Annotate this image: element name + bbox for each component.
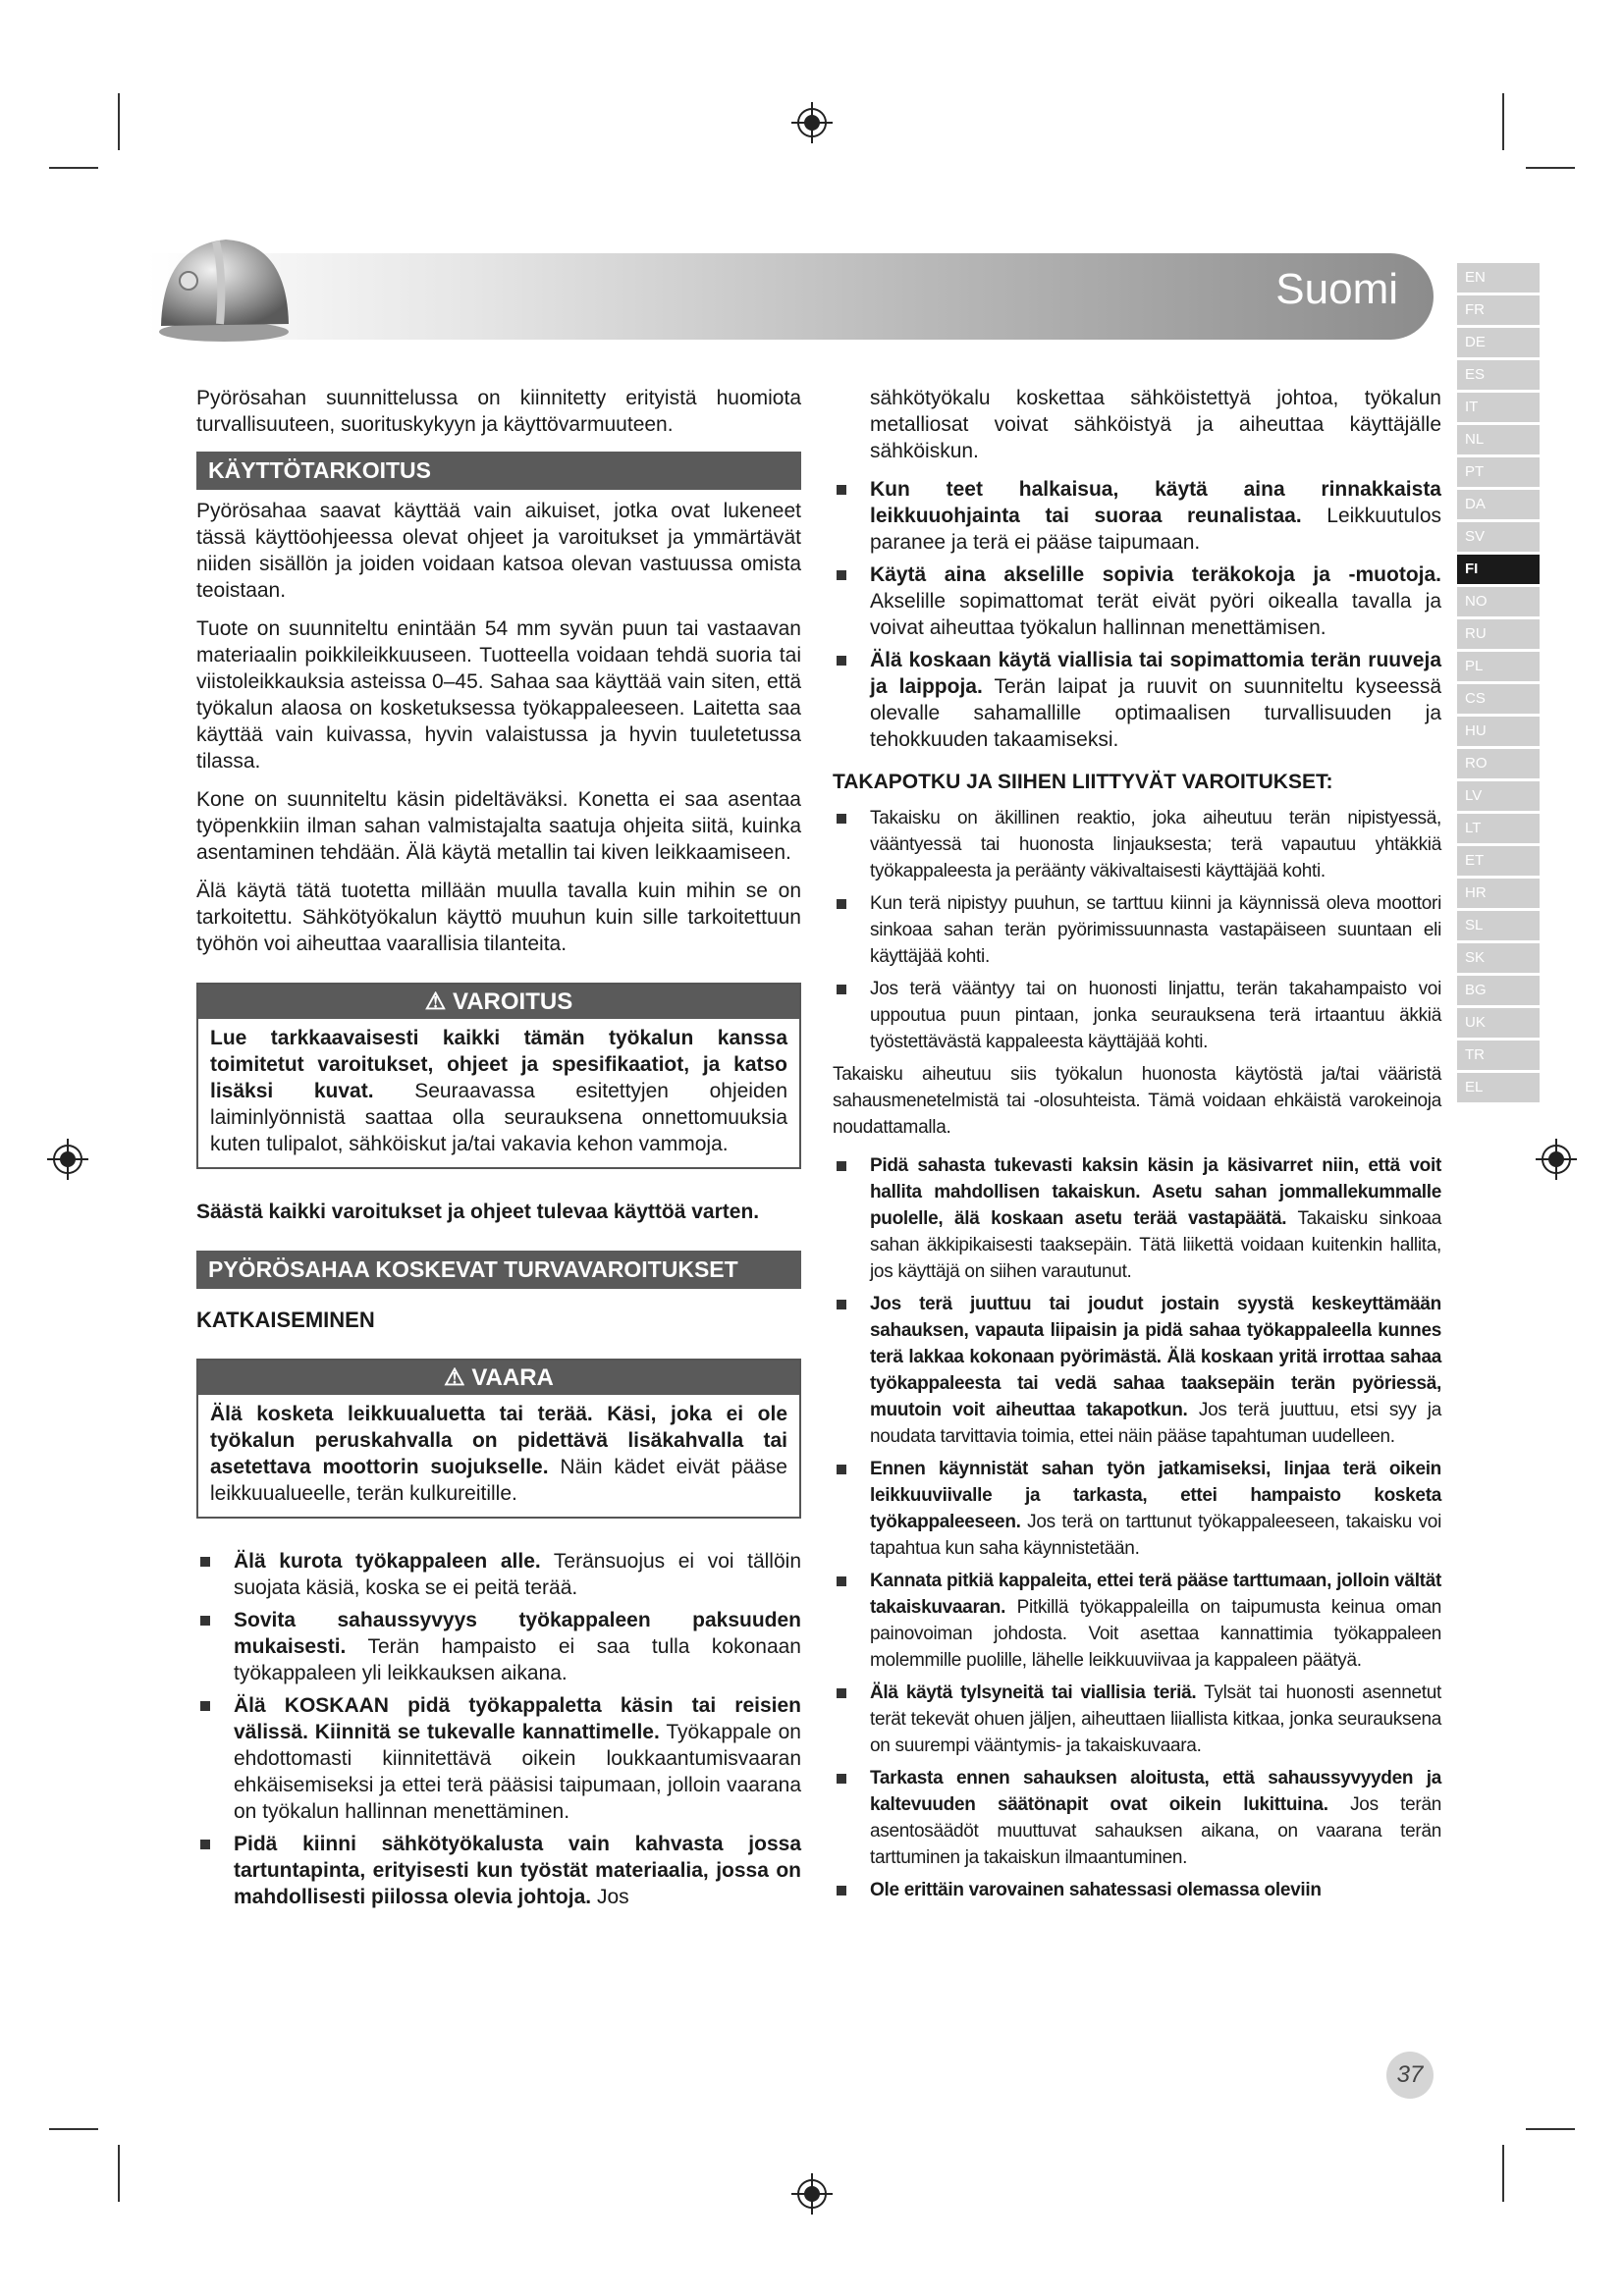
list-item: Takaisku on äkillinen reaktio, joka aiheutuu terän nipistyessä, vääntyessä tai huonosta linjauksesta; terä vapautuu yhtäkkiä työkappaleesta ja peräänty väkivaltaisesti käyttäjää kohti. [833,805,1441,884]
page-number: 37 [1386,2052,1434,2099]
language-tab-sl[interactable]: SL [1457,911,1540,940]
list-item-bold: Tarkasta ennen sahauksen aloitusta, että sahaussyvyyden ja kaltevuuden säätönapit ovat oikein lukittuina. [870,1768,1441,1815]
warning-triangle-icon: ⚠ [444,1364,465,1391]
crop-mark [1502,2145,1504,2202]
list-item [833,561,1441,641]
list-item-bold: Sovita sahaussyvyys työkappaleen paksuuden mukaisesti. [234,1609,801,1658]
list-item-bold: Älä kurota työkappaleen alle. [234,1550,541,1573]
danger-text: Näin kädet eivät pääse leikkuualueelle, terän kulkureitille. [210,1456,787,1505]
crop-mark [49,167,98,169]
list-item-bold: Pidä kiinni sähkötyökalusta vain kahvasta jossa tartuntapinta, erityisesti kun työstät materiaalia, jossa on mahdollisesti piilossa olevia johtoja. [234,1833,801,1908]
list-item-text: Teränsuojus ei voi tällöin suojata käsiä, koska se ei peitä terää. [234,1550,801,1599]
warning-bold-text: Lue tarkkaavaisesti kaikki tämän työkalun kanssa toimitetut varoitukset, ohjeet ja spesifikaatiot, ja katso lisäksi kuvat. [210,1027,787,1102]
list-item-bold: Jos terä juuttuu tai joudut jostain syystä keskeyttämään sahauksen, vapauta liipaisin ja pidä sahaa työkappaleella kunnes terä lakkaa kokonaan pyörimästä. Älä koskaan yritä irrottaa sahaa työkappaleesta tai vedä sahaa taaksepäin terän pyöriessä, muutoin voit aiheuttaa takapotkun. [870,1294,1441,1420]
save-instructions-note: Säästä kaikki varoitukset ja ohjeet tulevaa käyttöä varten. [196,1201,760,1223]
list-item-bold: Älä koskaan käytä viallisia tai sopimattomia terän ruuveja ja laippoja. [870,649,1441,698]
hard-hat-icon [147,216,295,344]
list-item-bold: Kannata pitkiä kappaleita, ettei terä pääse tarttumaan, jolloin vältät takaiskuvaaran. [870,1571,1441,1618]
header-bar [147,253,1434,340]
warning-box-header [198,985,799,1019]
list-item [196,1692,801,1825]
language-tab-en[interactable]: EN [1457,263,1540,293]
crop-mark [1502,93,1504,150]
list-item-text: Terän hampaisto ei saa tulla kokonaan työkappaleen yli leikkauksen aikana. [234,1635,801,1684]
language-tab-da[interactable]: DA [1457,490,1540,519]
language-tab-bg[interactable]: BG [1457,976,1540,1005]
cutting-bullet-list [196,1548,801,1910]
registration-mark-icon [791,2173,833,2215]
list-item-bold: Pidä sahasta tukevasti kaksin käsin ja käsivarret niin, että voit hallita mahdollisen takaiskun. Asetu sahan jommallekummalle puolelle, älä koskaan asetu terää vastapäätä. [870,1155,1441,1229]
registration-mark-icon [47,1139,88,1180]
language-tab-sk[interactable]: SK [1457,943,1540,973]
paragraph: Kone on suunniteltu käsin pideltäväksi. Konetta ei saa asentaa työpenkkiin ilman sahan valmistajalta saatuja ohjeita siitä, kuinka asentaminen tehdään. Älä käytä metallin tai kiven leikkaamiseen. [196,788,801,864]
list-item-bold: Älä käytä tylsyneitä tai viallisia teriä. [870,1682,1197,1703]
list-item-bold: Kun teet halkaisua, käytä aina rinnakkaista leikkuuohjainta tai suoraa reunalistaa. [870,478,1441,527]
list-item [196,1607,801,1686]
list-item-text: Pitkillä työkappaleilla on taipumusta keinua oman painovoiman johdosta. Voit asettaa kannattimia työkappaleen molemmille puolille, lähelle leikkuuviivaa ja kappaleen päätyä. [870,1597,1441,1671]
language-tab-de[interactable]: DE [1457,328,1540,357]
warning-text: Seuraavassa esitettyjen ohjeiden laiminlyönnistä saattaa olla seurauksena onnettomuuksia kuten tulipalot, sähköiskut ja/tai vakavia kehon vammoja. [210,1080,788,1155]
danger-box-body [198,1395,799,1517]
list-item [196,1831,801,1910]
list-item [833,1568,1441,1674]
language-tab-lt[interactable]: LT [1457,814,1540,843]
list-item-text: Työkappale on ehdottomasti kiinnitettävä oikein loukkaantumisvaaran ehkäisemiseksi ja ettei terä pääsisi taipumaan, jolloin vaarana on työkalun hallinnan menettäminen. [234,1721,801,1823]
list-item [833,1877,1441,1903]
language-tabs [1457,263,1540,1105]
registration-mark-icon [1536,1139,1577,1180]
language-tab-nl[interactable]: NL [1457,425,1540,454]
language-tab-no[interactable]: NO [1457,587,1540,616]
list-item-text: Jos [591,1886,629,1908]
language-tab-ro[interactable]: RO [1457,749,1540,778]
list-item-bold: Ole erittäin varovainen sahatessasi olemassa oleviin [870,1880,1322,1900]
list-item [833,1291,1441,1450]
language-tab-et[interactable]: ET [1457,846,1540,876]
section-heading-kayttotarkoitus: KÄYTTÖTARKOITUS [196,452,801,490]
list-item [833,1765,1441,1871]
list-item-text: Akselille sopimattomat terät eivät pyöri oikealla tavalla ja voivat aiheuttaa työkalun hallinnan menettämisen. [870,590,1441,639]
warning-triangle-icon: ⚠ [424,988,447,1015]
intro-paragraph: Pyörösahan suunnittelussa on kiinnitetty erityistä huomiota turvallisuuteen, suorituskykyyn ja käyttövarmuuteen. [196,387,801,436]
crop-mark [1526,2128,1575,2130]
language-tab-sv[interactable]: SV [1457,522,1540,552]
language-tab-it[interactable]: IT [1457,393,1540,422]
section-heading-safety: PYÖRÖSAHAA KOSKEVAT TURVAVAROITUKSET [196,1251,801,1289]
crop-mark [1526,167,1575,169]
language-tab-cs[interactable]: CS [1457,684,1540,714]
language-tab-ru[interactable]: RU [1457,619,1540,649]
danger-bold-text: Älä kosketa leikkuualuetta tai terää. Käsi, joka ei ole työkalun peruskahvalla on pidettävä lisäkahvalla tai asetettava moottorin suojukselle. [210,1403,787,1478]
page-title: Suomi [1275,265,1398,313]
warning-box [196,983,801,1169]
registration-mark-icon [791,102,833,143]
warning-title: VAROITUS [452,988,573,1015]
language-tab-hu[interactable]: HU [1457,717,1540,746]
language-tab-uk[interactable]: UK [1457,1008,1540,1038]
list-item [833,476,1441,556]
language-tab-hr[interactable]: HR [1457,879,1540,908]
list-item [196,1548,801,1601]
language-tab-lv[interactable]: LV [1457,781,1540,811]
language-tab-fi[interactable]: FI [1457,555,1540,584]
list-item: Kun terä nipistyy puuhun, se tarttuu kiinni ja käynnissä oleva moottori sinkoaa sahan terän pyörimissuunnasta vastapäiseen suuntaan eli käyttäjää kohti. [833,890,1441,970]
paragraph: Älä käytä tätä tuotetta millään muulla tavalla kuin mihin se on tarkoitettu. Sähkötyökalun käyttö muuhun kuin sille tarkoitettuun työhön voi aiheuttaa vaarallisia tilanteita. [196,880,801,955]
list-item [833,1680,1441,1759]
list-item [833,647,1441,753]
list-item-text: Leikkuutulos paranee ja terä ei pääse taipumaan. [870,505,1442,554]
list-item-bold: Ennen käynnistät sahan työn jatkamiseksi, linjaa terä oikein leikkuuviivalle ja tarkasta, ettei hampaisto kosketa työkappaleeseen. [870,1459,1441,1532]
list-item-text: Takaisku sinkoaa sahan äkkipikaisesti taaksepäin. Tätä liikettä voidaan kuitenkin hallita, jos käyttäjä on siihen varautunut. [870,1208,1441,1282]
continued-paragraph: sähkötyökalu koskettaa sähköistettyä johtoa, työkalun metalliosat voivat sähköistyä ja aiheuttaa käyttäjälle sähköiskun. [870,387,1441,462]
list-item [833,1456,1441,1562]
list-item-text: Jos terä juuttuu, etsi syy ja noudata tarvittavia toimia, ettei näin pääse tapahtuman uudelleen. [870,1400,1441,1447]
list-item-text: Jos terä on tarttunut työkappaleeseen, takaisku voi tapahtua kun saha käynnistetään. [870,1512,1441,1559]
paragraph: Pyörösahaa saavat käyttää vain aikuiset, jotka ovat lukeneet tässä käyttöohjeessa olevat ohjeet ja varoitukset ja ymmärtävät niiden sisällön ja joiden voidaan katsoa olevan vastuussa omista teoistaan. [196,500,801,602]
kickback-paragraph: Takaisku aiheutuu siis työkalun huonosta käytöstä ja/tai vääristä sahausmenetelmistä tai -olosuhteista. Tämä voidaan ehkäistä varokeinoja noudattamalla. [833,1064,1441,1138]
language-tab-es[interactable]: ES [1457,360,1540,390]
list-item [833,1152,1441,1285]
paragraph: Tuote on suunniteltu enintään 54 mm syvän puun tai vastaavan materiaalin poikkileikkuuseen. Tuotteella voidaan tehdä suoria tai viistoleikkauksia asteissa 0–45. Sahaa saa käyttää vain siten, että työkalun alaosa on kosketuksessa työkappaleeseen. Laitetta saa käyttää vain kuivassa, hyvin valaistussa ja hyvin tuuletetussa tilassa. [196,617,801,773]
subheading-cutting: KATKAISEMINEN [196,1308,375,1332]
left-column [196,385,801,1916]
danger-title: VAARA [471,1364,554,1391]
right-column [833,385,1441,1909]
warning-box-body [198,1019,799,1167]
danger-box [196,1359,801,1519]
language-tab-fr[interactable]: FR [1457,295,1540,325]
language-tab-pt[interactable]: PT [1457,457,1540,487]
subheading-kickback: TAKAPOTKU JA SIIHEN LIITTYVÄT VAROITUKSET: [833,771,1333,793]
list-item-bold: Käytä aina akselille sopivia teräkokoja ja -muotoja. [870,563,1441,586]
crop-mark [118,2145,120,2202]
language-tab-pl[interactable]: PL [1457,652,1540,681]
list-item-bold: Älä KOSKAAN pidä työkappaletta käsin tai reisien välissä. Kiinnitä se tukevalle kannattimelle. [234,1694,801,1743]
list-item-text: Jos terän asentosäädöt muuttuvat sahauksen aikana, on vaarana terän tarttuminen ja takaiskun ilmaantuminen. [870,1794,1441,1868]
crop-mark [49,2128,98,2130]
list-item: Jos terä vääntyy tai on huonosti linjattu, terän takahampaisto voi uppoutua puun pintaan, jonka seurauksena terä irtaantuu äkkiä työstettävästä kappaleesta käyttäjää kohti. [833,976,1441,1055]
list-item-text: Tylsät tai huonosti asennetut terät tekevät ohuen jäljen, aiheuttaen liiallista kitkaa, jonka seurauksena on suurempi vääntymis- ja takaiskuvaara. [870,1682,1441,1756]
crop-mark [118,93,120,150]
language-tab-el[interactable]: EL [1457,1073,1540,1102]
language-tab-tr[interactable]: TR [1457,1041,1540,1070]
list-item-text: Terän laipat ja ruuvit on suunniteltu kyseessä olevalle sahamallille optimaalisen turvallisuuden ja tehokkuuden takaamiseksi. [870,675,1441,751]
danger-box-header [198,1361,799,1395]
